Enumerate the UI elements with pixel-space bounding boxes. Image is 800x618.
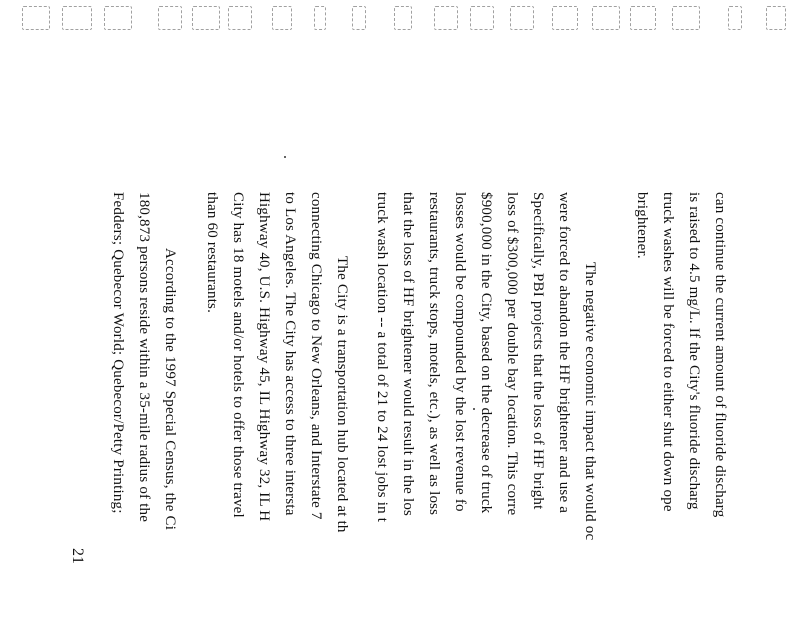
header-mark (192, 6, 220, 30)
text-line: City has 18 motels and/or hotels to offer those travel (230, 192, 246, 518)
header-mark (510, 6, 534, 30)
text-line: The negative economic impact that would oc (582, 262, 598, 541)
text-line: $900,000 in the City, based on the decrease of truck (478, 192, 494, 514)
text-line: According to the 1997 Special Census, the Ci (162, 248, 178, 531)
header-mark (728, 6, 742, 30)
text-line: restaurants, truck stops, motels, etc.), as well as loss (426, 192, 442, 516)
header-mark (552, 6, 578, 30)
header-mark (470, 6, 494, 30)
text-line: connecting Chicago to New Orleans, and Interstate 7 (308, 192, 324, 520)
scan-speck (284, 156, 286, 158)
text-line: truck wash location -- a total of 21 to 24 lost jobs in t (374, 192, 390, 523)
text-line: brightener. (634, 192, 650, 259)
header-mark (672, 6, 700, 30)
text-line: The City is a transportation hub located at th (334, 256, 350, 533)
text-line: that the loss of HF brightener would result in the los (400, 192, 416, 517)
header-mark (104, 6, 132, 30)
header-mark (434, 6, 458, 30)
text-line: losses would be compounded by the lost revenue fo (452, 192, 468, 512)
header-mark (352, 6, 366, 30)
text-line: to Los Angeles. The City has access to three intersta (282, 192, 298, 516)
header-mark (592, 6, 620, 30)
text-line: loss of $300,000 per double bay location. This corre (504, 192, 520, 516)
text-line: truck washes will be forced to either shut down ope (660, 192, 676, 512)
text-line: Fedders; Quebecor World; Quebecor/Petty Printing; (110, 192, 126, 514)
header-mark (394, 6, 412, 30)
scan-speck (473, 408, 475, 410)
header-mark (314, 6, 326, 30)
header-mark (272, 6, 292, 30)
header-mark (22, 6, 50, 30)
text-line: is raised to 4.5 mg/L. If the City's fluoride discharg (686, 192, 702, 510)
header-mark (158, 6, 182, 30)
text-line: can continue the current amount of fluoride discharg (712, 192, 728, 518)
text-line: were forced to abandon the HF brightener and use a (556, 192, 572, 514)
text-line: 180,873 persons reside within a 35-mile radius of the (136, 192, 152, 523)
page-number: 21 (69, 548, 86, 564)
text-line: than 60 restaurants. (204, 192, 220, 314)
header-mark (228, 6, 252, 30)
text-line: Highway 40, U.S. Highway 45, IL Highway 32, IL H (256, 192, 272, 522)
text-line: Specifically, PBI projects that the loss of HF bright (530, 192, 546, 510)
header-mark (766, 6, 786, 30)
header-mark (62, 6, 92, 30)
header-mark (630, 6, 656, 30)
